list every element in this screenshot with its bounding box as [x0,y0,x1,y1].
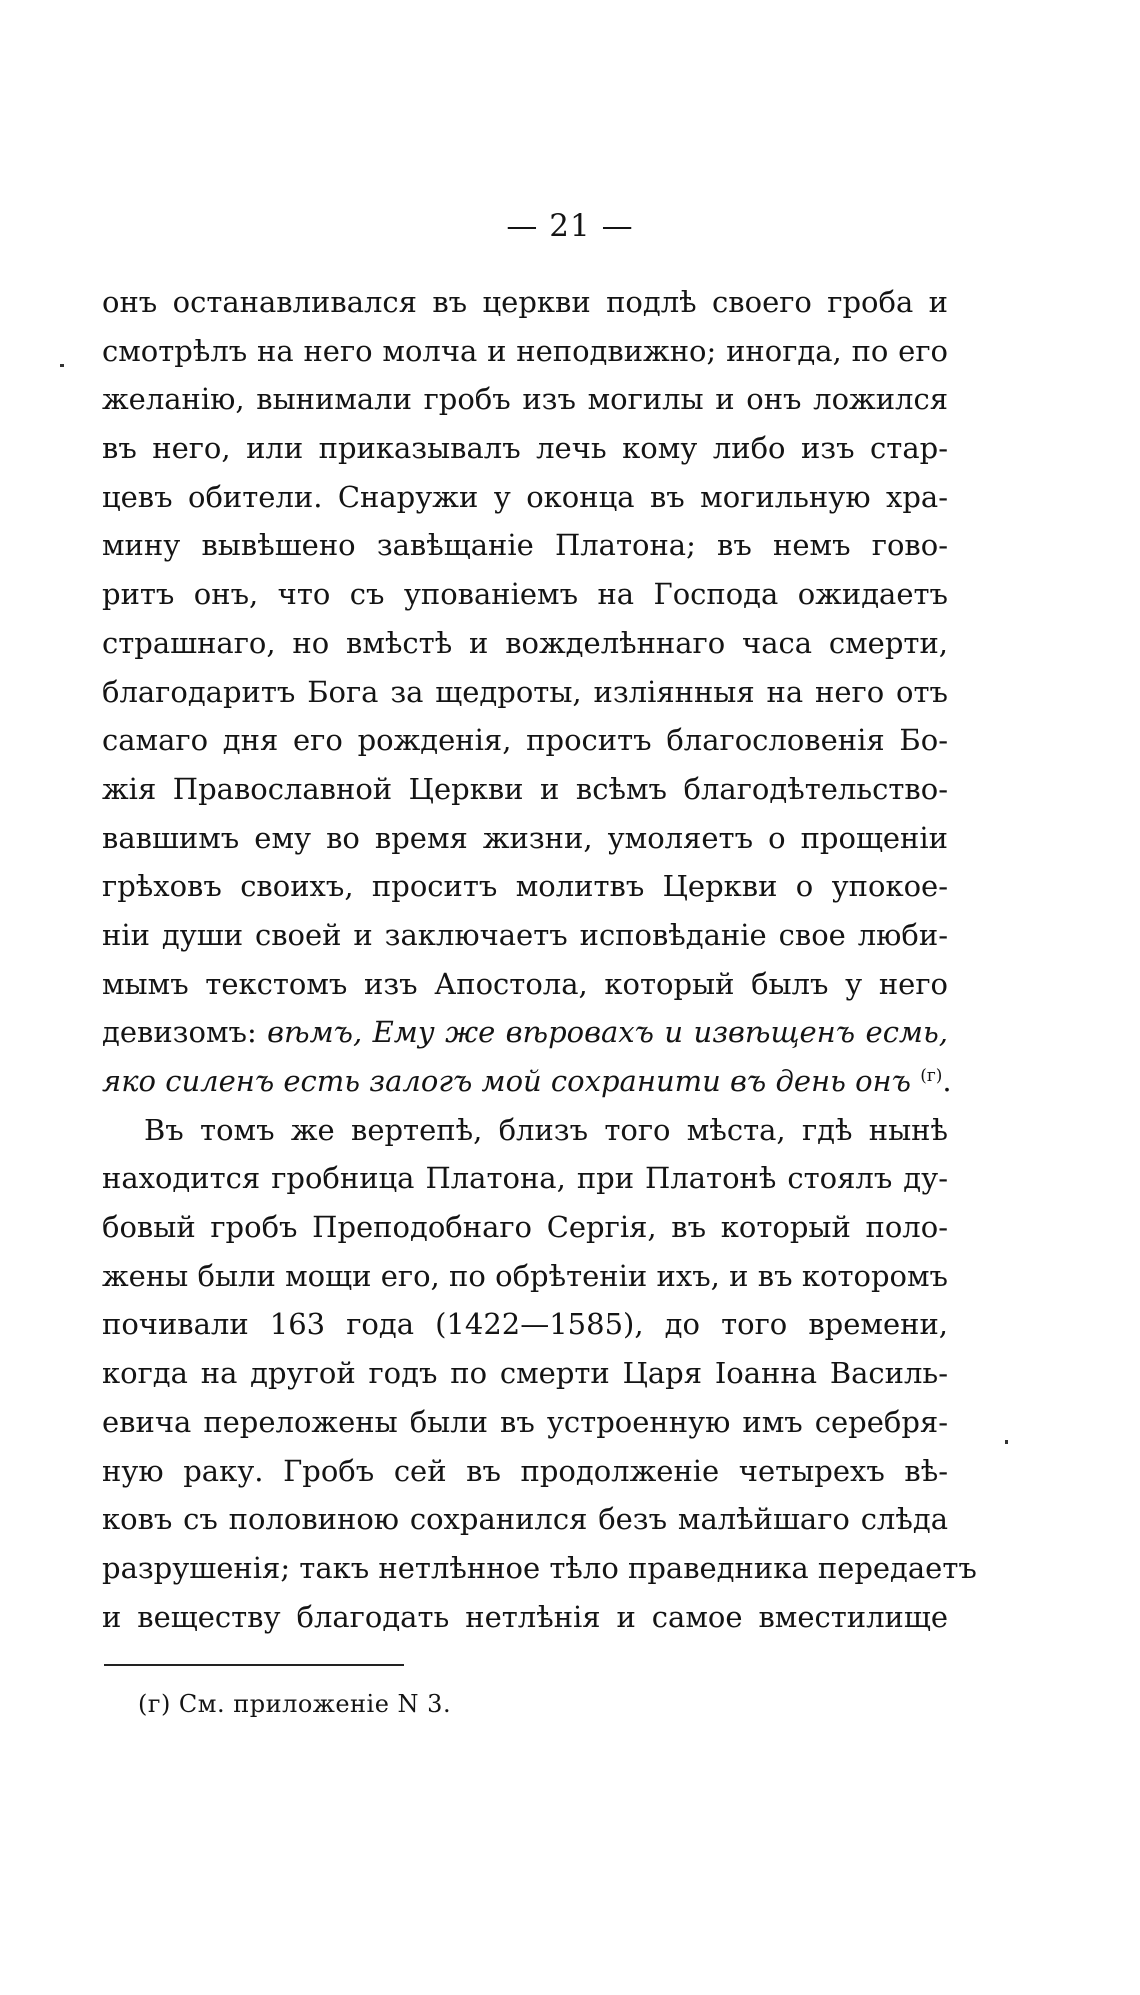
text-line: вавшимъ ему во время жизни, умоляетъ о прощеніи [102,820,948,855]
text-line: ковъ съ половиною сохранился безъ малѣйшаго слѣда [102,1502,948,1537]
footnote-divider [104,1664,404,1666]
footnote-reference: (г) [920,1066,943,1086]
text-line: ніи души своей и заключаетъ исповѣданіе свое люби- [102,917,948,952]
italic-quote: яко силенъ есть залогъ мой сохранити въ день онъ [102,1064,911,1098]
text-line: благодаритъ Бога за щедроты, изліянныя на него отъ [102,674,948,709]
text-segment: . [942,1064,952,1098]
text-line [102,1008,948,1057]
body-text [102,278,977,1641]
text-line: бовый гробъ Преподобнаго Сергія, въ который поло- [102,1210,948,1245]
text-segment: девизомъ: [102,1015,268,1050]
text-line: жія Православной Церкви и всѣмъ благодѣтельство- [102,771,948,806]
text-line: когда на другой годъ по смерти Царя Іоанна Василь- [102,1356,948,1391]
text-line: цевъ обители. Снаружи у оконца въ могильную хра- [102,479,948,514]
text-line: ную раку. Гробъ сей въ продолженіе четырехъ вѣ- [102,1453,948,1488]
text-line: грѣховъ своихъ, проситъ молитвъ Церкви о упокое- [102,869,948,904]
text-line: евича переложены были въ устроенную имъ серебря- [102,1404,948,1439]
text-line: смотрѣлъ на него молча и неподвижно; иногда, по его [102,333,948,368]
scan-speck [1005,1440,1008,1444]
page-number: — 21 — [506,208,634,244]
text-line: ритъ онъ, что съ упованіемъ на Господа ожидаетъ [102,577,948,612]
text-line: въ него, или приказывалъ лечь кому либо изъ стар- [102,431,948,466]
scan-speck [60,364,64,367]
text-line: мымъ текстомъ изъ Апостола, который былъ у него [102,966,948,1001]
text-line: разрушенія; такъ нетлѣнное тѣло праведника передаетъ [102,1550,977,1585]
text-line: жены были мощи его, по обрѣтеніи ихъ, и въ которомъ [102,1258,948,1293]
text-line: почивали 163 года (1422—1585), до того времени, [102,1307,948,1342]
text-line: страшнаго, но вмѣстѣ и вожделѣннаго часа смерти, [102,625,948,660]
text-line: и веществу благодать нетлѣнія и самое вместилище [102,1599,948,1634]
text-line: мину вывѣшено завѣщаніе Платона; въ немъ гово- [102,528,948,563]
italic-quote: вѣмъ, Ему же вѣровахъ и извѣщенъ есмь, [267,1015,948,1050]
text-line: самаго дня его рожденія, проситъ благословенія Бо- [102,723,948,758]
text-line: онъ останавливался въ церкви подлѣ своего гроба и [102,285,948,319]
text-line: Въ томъ же вертепѣ, близъ того мѣста, гдѣ нынѣ [144,1112,948,1147]
footnote: (г) См. приложеніе N 3. [138,1690,452,1718]
text-line: желанію, вынимали гробъ изъ могилы и онъ ложился [102,382,948,417]
text-line: находится гробница Платона, при Платонѣ стоялъ ду- [102,1161,948,1196]
text-line [102,1057,952,1106]
